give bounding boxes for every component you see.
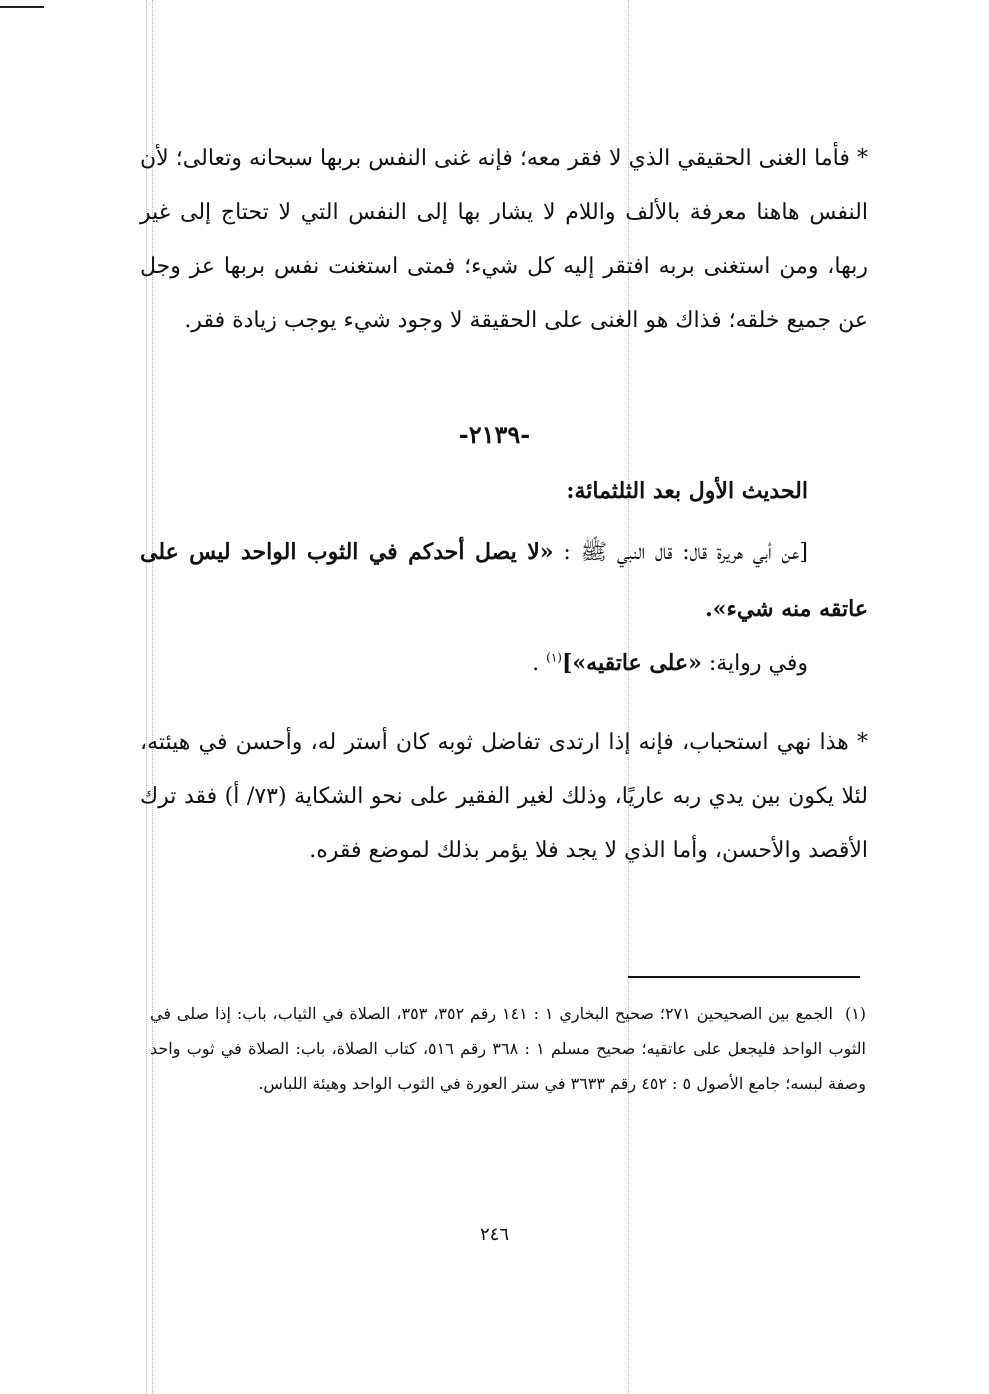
hadith-number-heading: -٢١٣٩-	[458, 420, 531, 449]
footnote	[150, 996, 866, 1101]
riwaya-line	[140, 650, 868, 676]
riwaya-text: «على عاتقيه»]	[561, 650, 702, 676]
footnote-text: الجمع بين الصحيحين ٢٧١؛ صحيح البخاري ١ : ١٤١ رقم ٣٥٢، ٣٥٣، الصلاة في الثياب، باب: إذا صلى في الثوب الواحد فليجعل على عاتقيه؛ صحيح مسلم ١ : ٣٦٨ رقم ٥١٦، كتاب الصلاة، باب: الصلاة في ثوب واحد وصفة لبسه؛ جامع الأصول ٥ : ٤٥٢ رقم ٣٦٣٣ في ستر العورة في الثوب الواحد وهيئة اللباس.	[150, 1004, 866, 1093]
hadith-intro: [عن أبي هريرة قال: قال النبي ﷺ :	[563, 540, 809, 565]
riwaya-end: .	[532, 651, 540, 676]
footnote-reference[interactable]: (١)	[546, 650, 562, 665]
paragraph-text: * فأما الغنى الحقيقي الذي لا فقر معه؛ فإنه غنى النفس بربها سبحانه وتعالى؛ لأن النفس هاهنا معرفة بالألف واللام لا يشار بها إلى النفس التي لا تحتاج إلى غير ربها، ومن استغنى بربه افتقر إليه كل شيء؛ فمتى استغنت نفس بربها عز وجل عن جميع خلقه؛ فذاك هو الغنى على الحقيقة لا وجود شيء يوجب زيادة فقر.	[140, 146, 868, 333]
page-number: ٢٤٦	[479, 1224, 509, 1245]
footnote-divider	[628, 976, 860, 978]
hadith-section	[140, 478, 868, 676]
riwaya-prefix: وفي رواية:	[708, 651, 808, 676]
paragraph-commentary-1	[140, 132, 868, 348]
paragraph-commentary-2	[140, 716, 868, 878]
paragraph-text: * هذا نهي استحباب، فإنه إذا ارتدى تفاضل ثوبه كان أستر له، وأحسن في هيئته، لئلا يكون بين يدي ربه عاريًا، وذلك لغير الفقير على نحو الشكاية (٧٣/ أ) فقد ترك الأقصد والأحسن، وأما الذي لا يجد فلا يؤمر بذلك لموضع فقره.	[140, 730, 868, 863]
hadith-text: «لا يصل أحدكم في الثوب الواحد ليس على عاتقه منه شيء».	[140, 539, 868, 622]
scan-corner-mark	[0, 6, 44, 8]
footnote-number: (١)	[844, 1004, 867, 1023]
hadith-body	[140, 524, 868, 638]
hadith-subheading: الحديث الأول بعد الثلثمائة:	[566, 478, 808, 504]
